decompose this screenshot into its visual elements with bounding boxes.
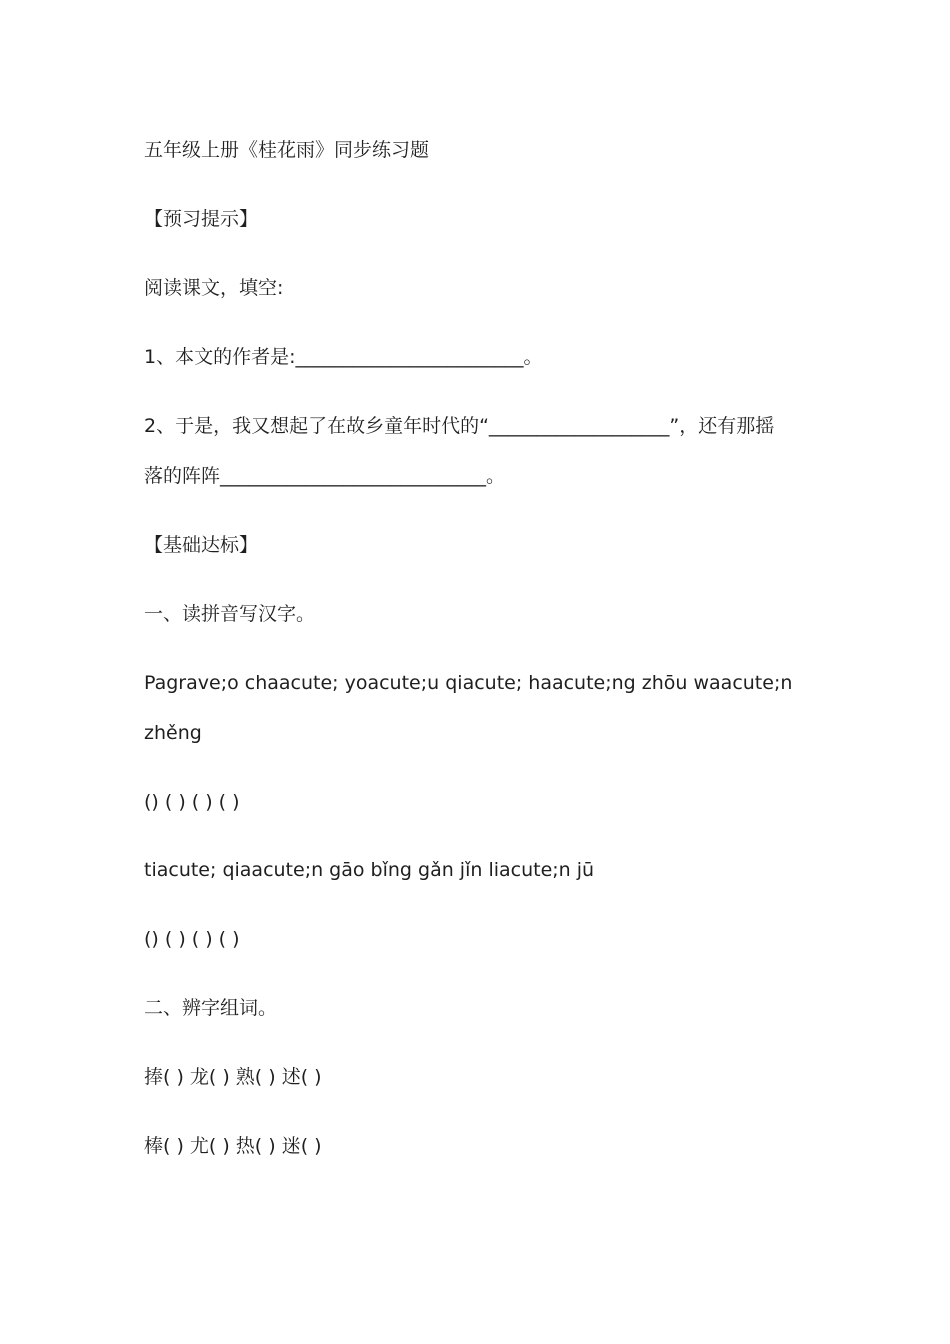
answer-row-2: () ( ) ( ) ( )	[144, 928, 240, 950]
pinyin-row-2: tiacute; qiaacute;n gāo bǐng gǎn jǐn liacute;n jū	[144, 859, 595, 881]
section-2-title: 二、辨字组词。	[144, 997, 278, 1019]
question-2-line-2: 落的阵阵____________________________。	[144, 465, 506, 487]
pinyin-row-1-line-1: Pagrave;o chaacute; yoacute;u qiacute; haacute;ng zhōu waacute;n	[144, 672, 793, 694]
preview-heading: 【预习提示】	[144, 208, 259, 230]
compare-row-2: 棒( ) 尤( ) 热( ) 迷( )	[144, 1135, 322, 1157]
preview-instruction: 阅读课文，填空:	[144, 277, 284, 299]
question-1: 1、本文的作者是:________________________。	[144, 346, 543, 368]
basic-heading: 【基础达标】	[144, 534, 259, 556]
document-title: 五年级上册《桂花雨》同步练习题	[144, 139, 430, 161]
section-1-title: 一、读拼音写汉字。	[144, 603, 316, 625]
answer-row-1: () ( ) ( ) ( )	[144, 791, 240, 813]
compare-row-1: 捧( ) 龙( ) 熟( ) 述( )	[144, 1066, 322, 1088]
pinyin-row-1-line-2: zhěng	[144, 722, 202, 744]
question-2-line-1: 2、于是，我又想起了在故乡童年时代的“___________________”，还有那摇	[144, 415, 775, 437]
